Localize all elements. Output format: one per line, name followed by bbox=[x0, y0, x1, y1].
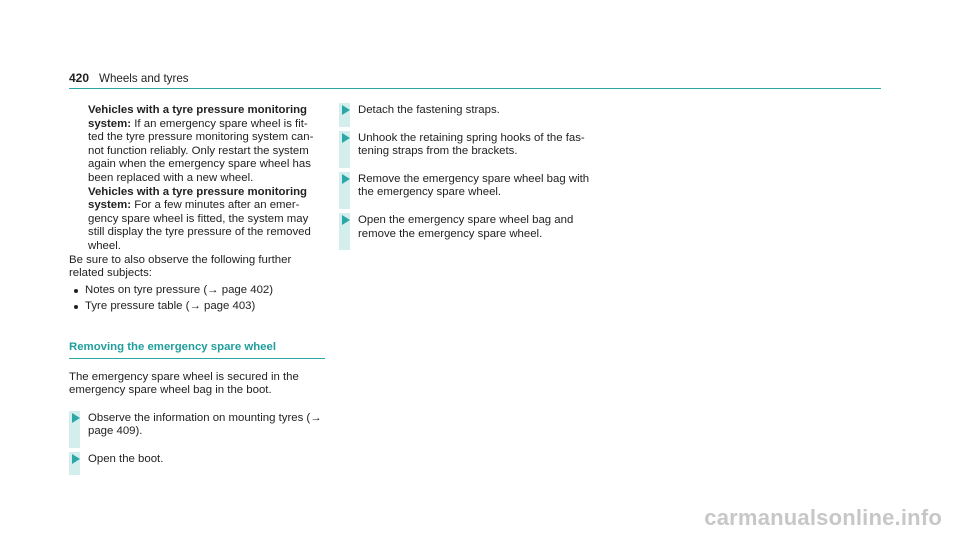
warning-text-2: For a few minutes after an emer- gency spare wheel is fitted, the system may still display the tyre pressure of the removed wheel. bbox=[88, 199, 311, 252]
step-arrow-icon bbox=[342, 215, 350, 225]
link-tyre-pressure-notes[interactable]: Notes on tyre pressure (→ page 402) bbox=[69, 284, 325, 298]
step-item bbox=[339, 214, 599, 241]
step-arrow-icon bbox=[72, 413, 80, 423]
warning-text-1: If an emergency spare wheel is fit- ted the tyre pressure monitoring system can- not function reliably. Only restart the system again when the emergency spare wheel has been replaced with a new wheel. bbox=[88, 117, 314, 184]
step-item bbox=[69, 453, 325, 467]
step-text: Observe the information on mounting tyres (→ page 409). bbox=[88, 411, 322, 438]
step-text: Remove the emergency spare wheel bag with the emergency spare wheel. bbox=[358, 172, 590, 199]
step-text: Detach the fastening straps. bbox=[358, 104, 500, 116]
step-arrow-icon bbox=[342, 133, 350, 143]
warning-heading-1: Vehicles with a tyre pressure monitoring system: bbox=[88, 104, 308, 130]
step-text: Open the boot. bbox=[88, 452, 164, 465]
warning-block-1 bbox=[69, 104, 325, 254]
left-column bbox=[69, 104, 325, 466]
link-tyre-pressure-table[interactable]: Tyre pressure table (→ page 403) bbox=[69, 300, 325, 314]
step-item bbox=[69, 412, 325, 439]
page-header bbox=[69, 72, 881, 89]
step-arrow-icon bbox=[342, 105, 350, 115]
right-column bbox=[339, 104, 599, 241]
step-text: Unhook the retaining spring hooks of the fas- tening straps from the brackets. bbox=[358, 131, 585, 158]
step-item bbox=[339, 104, 599, 118]
step-item bbox=[339, 173, 599, 200]
intro-text: The emergency spare wheel is secured in the emergency spare wheel bag in the boot. bbox=[69, 370, 299, 397]
step-item bbox=[339, 132, 599, 159]
section-title: Wheels and tyres bbox=[99, 72, 189, 85]
step-text: Open the emergency spare wheel bag and remove the emergency spare wheel. bbox=[358, 213, 574, 240]
step-arrow-icon bbox=[72, 454, 80, 464]
section-heading: Removing the emergency spare wheel bbox=[69, 341, 325, 359]
watermark: carmanualsonline.info bbox=[704, 505, 942, 531]
page-number: 420 bbox=[69, 71, 90, 85]
step-arrow-icon bbox=[342, 174, 350, 184]
further-subjects-text: Be sure to also observe the following further related subjects: bbox=[69, 253, 292, 280]
warning-heading-2: Vehicles with a tyre pressure monitoring system: bbox=[88, 185, 308, 212]
